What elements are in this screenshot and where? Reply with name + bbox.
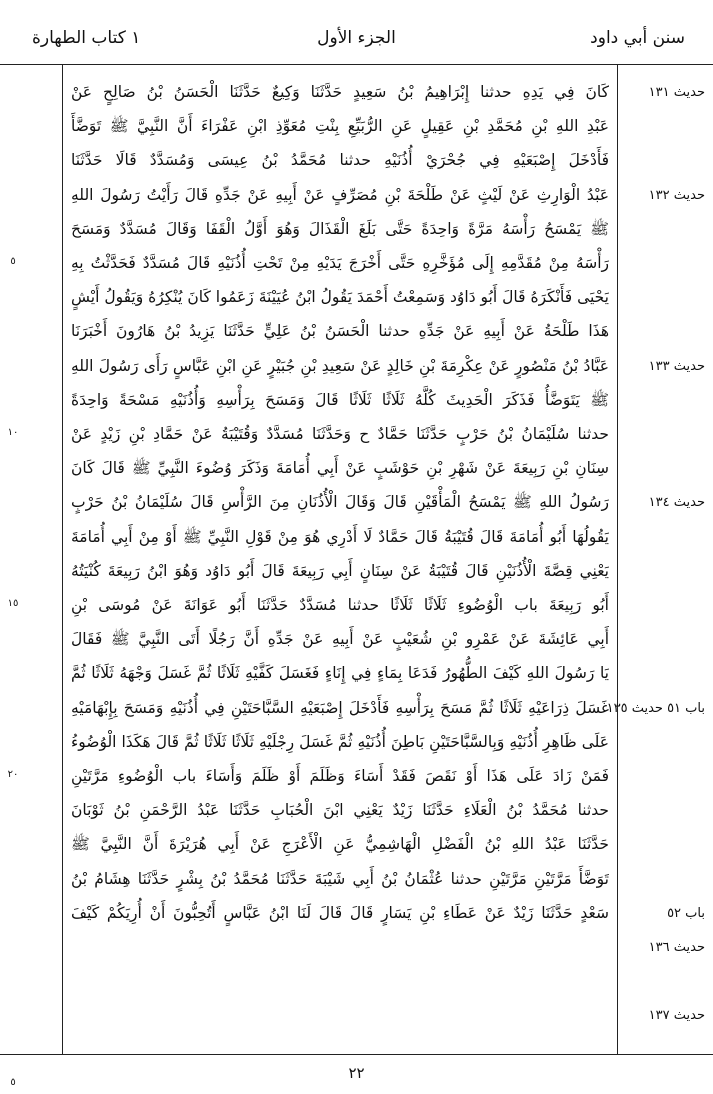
footer-rule	[0, 1054, 713, 1055]
text-line: عَلَى ظَاهِرِ أُذُنَيْهِ وَبِالسَّبَّاحَتَيْنِ بَاطِنَ أُذُنَيْهِ ثُمَّ غَسَلَ رِجْلَيْهِ ثَلَاثًا ثَلَاثًا ثُمَّ قَالَ هَكَذَا الْوُضُوءُ	[71, 732, 609, 751]
header-chapter: ١ كتاب الطهارة	[32, 28, 141, 48]
line-number: ٥	[10, 256, 16, 267]
header-rule	[0, 64, 713, 65]
text-line: هَذَا طَلْحَةُ عَنْ أَبِيهِ عَنْ جَدِّهِ حدثنا الْحَسَنُ بْنُ عَلِيٍّ حَدَّثَنَا يَزِيدُ بْنُ هَارُونَ أَخْبَرَنَا	[71, 322, 609, 341]
margin-hadith-ref: حديث ١٣٣	[648, 358, 705, 374]
text-line: سِنَانِ بْنِ رَبِيعَةَ عَنْ شَهْرِ بْنِ حَوْشَبٍ عَنْ أَبِي أُمَامَةَ وَذَكَرَ وُضُوءَ النَّبِيِّ ﷺ قَالَ كَانَ	[71, 459, 609, 478]
text-line: رَأْسَهُ مِنْ مُقَدَّمِهِ إِلَى مُؤَخَّرِهِ حَتَّى أَخْرَجَ يَدَيْهِ مِنْ تَحْتِ أُذُنَيْهِ قَالَ مُسَدَّدٌ فَحَدَّثْتُ بِهِ	[71, 254, 609, 272]
text-line: يَا رَسُولَ اللهِ كَيْفَ الطُّهُورُ فَدَعَا بِمَاءٍ فِي إِنَاءٍ فَغَسَلَ كَفَّيْهِ ثَلَاثًا ثُمَّ غَسَلَ وَجْهَهُ ثَلَاثًا ثُمَّ	[71, 664, 609, 683]
margin-hadith-ref: حديث ١٣١	[648, 85, 705, 100]
text-line: يَقُولُهَا أَبُو أُمَامَةَ قَالَ قُتَيْبَةُ قَالَ حَمَّادٌ لَا أَدْرِي هُوَ مِنْ قَوْلِ النَّبِيِّ ﷺ أَوْ مِنْ أَبِي أُمَامَةَ	[71, 527, 609, 546]
text-line: حدثنا سُلَيْمَانُ بْنُ حَرْبٍ حَدَّثَنَا حَمَّادٌ ح وَحَدَّثَنَا مُسَدَّدٌ وَقُتَيْبَةُ عَنْ حَمَّادِ بْنِ زَيْدٍ عَنْ	[71, 425, 609, 443]
margin-hadith-ref: حديث ١٣٧	[648, 1008, 705, 1024]
text-line: سَعْدٍ حَدَّثَنَا زَيْدٌ عَنْ عَطَاءِ بْنِ يَسَارٍ قَالَ قَالَ لَنَا ابْنُ عَبَّاسٍ أَتُحِبُّونَ أَنْ أُرِيَكُمْ كَيْفَ	[71, 903, 609, 922]
margin-hadith-ref: حديث ١٣٦	[648, 940, 705, 955]
margin-hadith-ref: باب ٥٢	[667, 905, 705, 921]
line-number: ٢٠	[7, 769, 19, 780]
margin-hadith-ref: باب ٥١ حديث ١٣٥	[606, 700, 705, 716]
line-number: ٥	[10, 1076, 16, 1088]
text-line: أَبِي عَائِشَةَ عَنْ عَمْرِو بْنِ شُعَيْبٍ عَنْ أَبِيهِ عَنْ جَدِّهِ أَنَّ رَجُلًا أَتَى النَّبِيَّ ﷺ فَقَالَ	[71, 630, 609, 649]
text-line: كَانَ فِي يَدِهِ حدثنا إِبْرَاهِيمُ بْنُ سَعِيدٍ حَدَّثَنَا وَكِيعٌ حَدَّثَنَا الْحَسَنُ بْنُ صَالِحٍ عَنْ	[71, 83, 609, 101]
line-number: ١٥	[7, 598, 19, 609]
text-line: حدثنا مُحَمَّدُ بْنُ الْعَلَاءِ حَدَّثَنَا زَيْدٌ يَعْنِي ابْنَ الْحُبَابِ حَدَّثَنَا عَبْدُ الرَّحْمَنِ بْنُ ثَوْبَانَ	[71, 801, 609, 820]
text-line: غَسَلَ ذِرَاعَيْهِ ثَلَاثًا ثُمَّ مَسَحَ بِرَأْسِهِ فَأَدْخَلَ إِصْبَعَيْهِ السَّبَّاحَتَيْنِ فِي أُذُنَيْهِ وَمَسَحَ بِإِبْهَامَيْهِ	[71, 698, 609, 717]
text-line: يَحْيَى فَأَنْكَرَهُ قَالَ أَبُو دَاوُد وَسَمِعْتُ أَحْمَدَ يَقُولُ ابْنُ عُيَيْنَةَ زَعَمُوا كَانَ يُنْكِرُهُ وَيَقُولُ أَيْشٍ	[71, 288, 609, 307]
page-number: ٢٢	[348, 1064, 365, 1082]
header-book-title: سنن أبي داود	[590, 28, 685, 48]
margin-divider-left	[62, 64, 63, 1054]
header-volume: الجزء الأول	[317, 28, 396, 48]
text-line: عَبَّادُ بْنُ مَنْصُورٍ عَنْ عِكْرِمَةَ بْنِ خَالِدٍ عَنْ سَعِيدِ بْنِ جُبَيْرٍ عَنِ ابْنِ عَبَّاسٍ رَأَى رَسُولَ اللهِ	[71, 356, 609, 375]
text-line: حَدَّثَنَا عَبْدُ اللهِ بْنُ الْفَضْلِ الْهَاشِمِيُّ عَنِ الْأَعْرَجِ عَنْ أَبِي هُرَيْرَةَ أَنَّ النَّبِيَّ ﷺ	[71, 835, 609, 854]
text-line: عَبْدِ اللهِ بْنِ مُحَمَّدِ بْنِ عَقِيلٍ عَنِ الرُّبَيِّعِ بِنْتِ مُعَوِّذِ ابْنِ عَفْرَاءَ أَنَّ النَّبِيَّ ﷺ تَوَضَّأَ	[71, 117, 609, 136]
text-line: رَسُولُ اللهِ ﷺ يَمْسَحُ الْمَأْقَيْنِ قَالَ وَقَالَ الْأُذُنَانِ مِنَ الرَّأْسِ قَالَ سُلَيْمَانُ بْنُ حَرْبٍ	[71, 493, 609, 512]
text-line: تَوَضَّأَ مَرَّتَيْنِ مَرَّتَيْنِ حدثنا عُثْمَانُ بْنُ أَبِي شَيْبَةَ حَدَّثَنَا مُحَمَّدُ بْنُ بِشْرٍ حَدَّثَنَا هِشَامُ بْنُ	[71, 869, 609, 888]
text-line: فَأَدْخَلَ إِصْبَعَيْهِ فِي جُحْرَيْ أُذُنَيْهِ حدثنا مُحَمَّدُ بْنُ عِيسَى وَمُسَدَّدٌ قَالَا حَدَّثَنَا	[71, 151, 609, 170]
margin-hadith-ref: حديث ١٣٤	[648, 495, 705, 511]
text-line: عَبْدُ الْوَارِثِ عَنْ لَيْثٍ عَنْ طَلْحَةَ بْنِ مُصَرِّفٍ عَنْ أَبِيهِ عَنْ جَدِّهِ قَالَ رَأَيْتُ رَسُولَ اللهِ	[71, 185, 609, 204]
text-line: ﷺ يَمْسَحُ رَأْسَهُ مَرَّةً وَاحِدَةً حَتَّى بَلَغَ الْقَذَالَ وَهُوَ أَوَّلُ الْقَفَا وَقَالَ مُسَدَّدٌ وَمَسَحَ	[71, 219, 609, 238]
line-number: ١٠	[7, 427, 19, 438]
text-line: فَمَنْ زَادَ عَلَى هَذَا أَوْ نَقَصَ فَقَدْ أَسَاءَ وَظَلَمَ أَوْ ظَلَمَ وَأَسَاءَ باب الْوُضُوءِ مَرَّتَيْنِ	[71, 767, 609, 785]
text-line: أَبُو رَبِيعَةَ باب الْوُضُوءِ ثَلَاثًا ثَلَاثًا حدثنا مُسَدَّدٌ حَدَّثَنَا أَبُو عَوَانَةَ عَنْ مُوسَى بْنِ	[71, 596, 609, 614]
text-line: ﷺ يَتَوَضَّأُ فَذَكَرَ الْحَدِيثَ كُلَّهُ ثَلَاثًا ثَلَاثًا قَالَ وَمَسَحَ بِرَأْسِهِ وَأُذُنَيْهِ مَسْحَةً وَاحِدَةً	[71, 390, 609, 409]
margin-divider-right	[617, 64, 618, 1054]
margin-hadith-ref: حديث ١٣٢	[648, 187, 705, 203]
text-line: يَعْنِي قِصَّةَ الْأُذُنَيْنِ قَالَ قُتَيْبَةُ عَنْ سِنَانٍ أَبِي رَبِيعَةَ قَالَ أَبُو دَاوُد وَهُوَ ابْنُ رَبِيعَةَ كُنْيَتُهُ	[71, 561, 609, 580]
